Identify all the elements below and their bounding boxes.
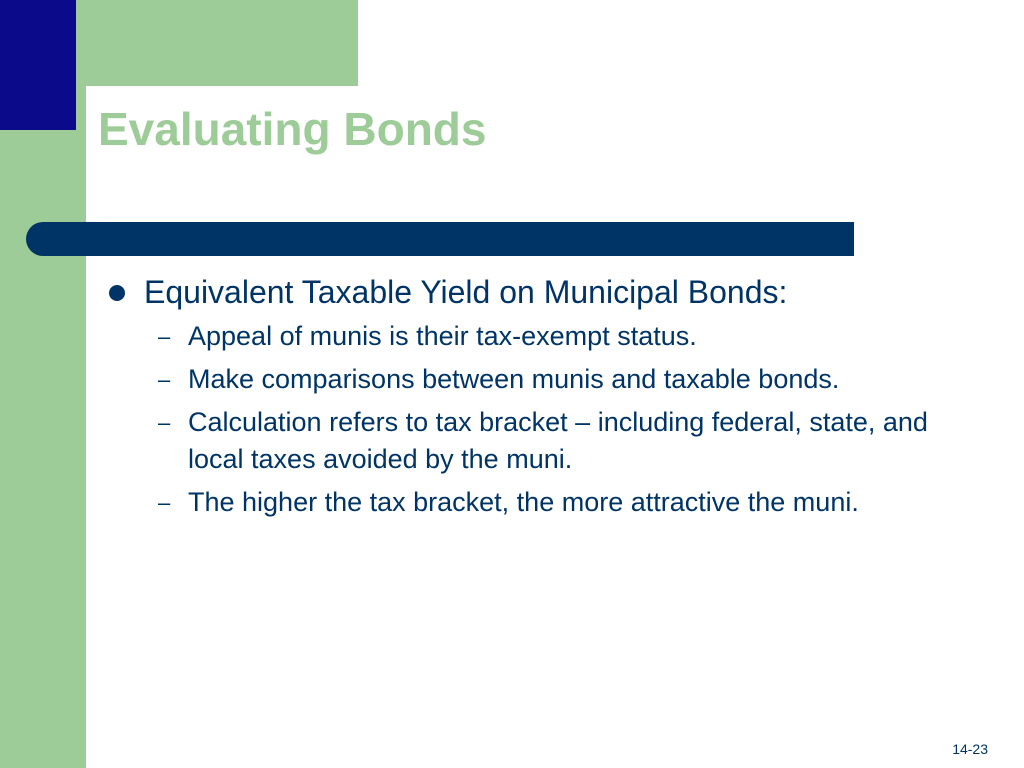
dash-icon: –	[158, 367, 171, 392]
sub-bullet-item	[106, 484, 966, 521]
sub-bullet-item	[106, 404, 966, 478]
sub-bullet-text: Make comparisons between munis and taxable bonds.	[188, 364, 840, 394]
title-divider-bar	[26, 222, 854, 256]
sub-bullet-item	[106, 318, 966, 355]
dash-icon: –	[158, 324, 171, 349]
dash-icon: –	[158, 410, 171, 435]
slide-page-number: 14-23	[952, 741, 988, 757]
decorative-green-header-block	[76, 0, 358, 86]
main-bullet-item	[106, 272, 966, 312]
sub-bullet-text: Calculation refers to tax bracket – including federal, state, and local taxes avoided by the muni.	[188, 407, 928, 474]
sub-bullet-text: Appeal of munis is their tax-exempt status.	[188, 321, 697, 351]
decorative-blue-square	[0, 0, 76, 130]
sub-bullet-item	[106, 361, 966, 398]
slide-title: Evaluating Bonds	[98, 103, 487, 155]
dash-icon: –	[158, 490, 171, 515]
bullet-dot-icon	[109, 285, 125, 301]
main-bullet-text: Equivalent Taxable Yield on Municipal Bonds:	[144, 274, 788, 310]
slide-content	[106, 272, 966, 527]
sub-bullet-text: The higher the tax bracket, the more attractive the muni.	[188, 487, 859, 517]
sub-bullet-list	[106, 318, 966, 521]
